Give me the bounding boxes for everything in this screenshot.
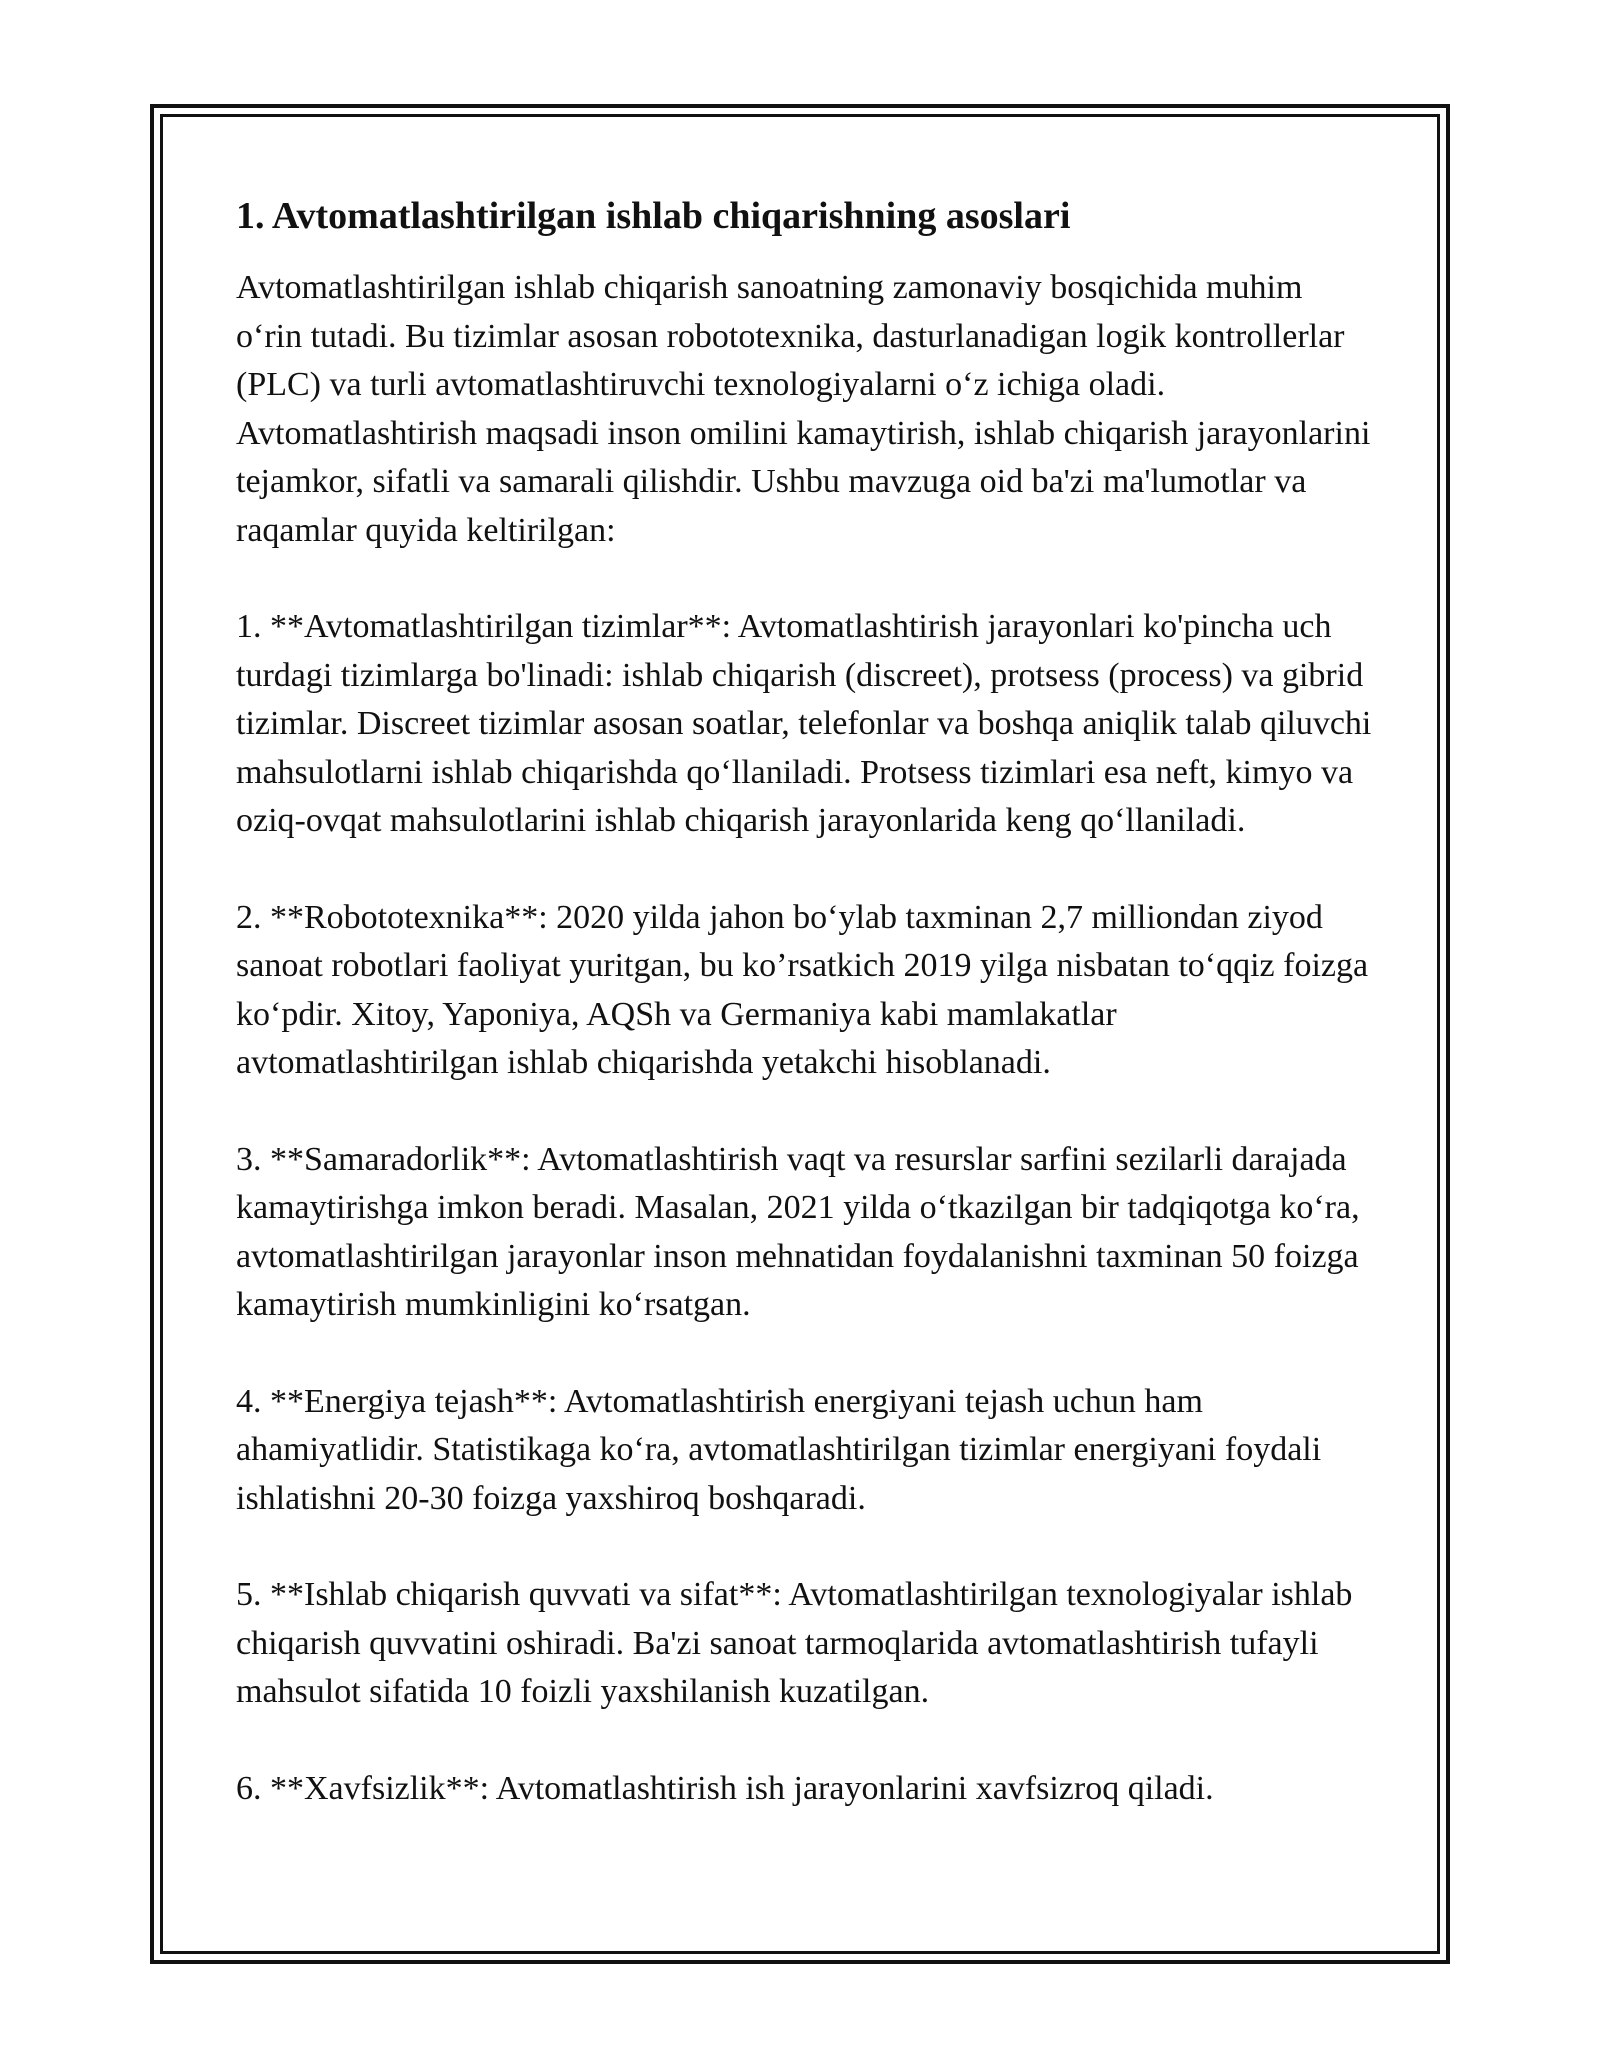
section-heading: 1. Avtomatlashtirilgan ishlab chiqarishning asoslari bbox=[236, 195, 1071, 237]
document-body bbox=[236, 190, 1376, 1813]
list-item-safety: 6. **Xavfsizlik**: Avtomatlashtirish ish jarayonlarini xavfsizroq qiladi. bbox=[236, 1769, 1214, 1807]
list-item-energy-saving: 4. **Energiya tejash**: Avtomatlashtirish energiyani tejash uchun ham ahamiyatlidir. Statistikaga ko‘ra, avtomatlashtirilgan tizimlar energiyani foydali ishlatishni 20-30 foizga yaxshiroq boshqaradi. bbox=[236, 1382, 1322, 1517]
list-item-efficiency: 3. **Samaradorlik**: Avtomatlashtirish vaqt va resurslar sarfini sezilarli darajada kamaytirishga imkon beradi. Masalan, 2021 yilda o‘tkazilgan bir tadqiqotga ko‘ra, avtomatlashtirilgan jarayonlar inson mehnatidan foydalanishni taxminan 50 foizga kamaytirish mumkinligini ko‘rsatgan. bbox=[236, 1140, 1360, 1323]
intro-paragraph: Avtomatlashtirilgan ishlab chiqarish sanoatning zamonaviy bosqichida muhim o‘rin tutadi. Bu tizimlar asosan robototexnika, dasturlanadigan logik kontrollerlar (PLC) va turli avtomatlashtiruvchi texnologiyalarni o‘z ichiga oladi. Avtomatlashtirish maqsadi inson omilini kamaytirish, ishlab chiqarish jarayonlarini tejamkor, sifatli va samarali qilishdir. Ushbu mavzuga oid ba'zi ma'lumotlar va raqamlar quyida keltirilgan: bbox=[236, 269, 1371, 549]
list-item-capacity-quality: 5. **Ishlab chiqarish quvvati va sifat**: Avtomatlashtirilgan texnologiyalar ishlab chiqarish quvvatini oshiradi. Ba'zi sanoat tarmoqlarida avtomatlashtirish tufayli mahsulot sifatida 10 foizli yaxshilanish kuzatilgan. bbox=[236, 1576, 1353, 1710]
list-item-automated-systems: 1. **Avtomatlashtirilgan tizimlar**: Avtomatlashtirish jarayonlari ko'pincha uch turdagi tizimlarga bo'linadi: ishlab chiqarish (discreet), protsess (process) va gibrid tizimlar. Discreet tizimlar asosan soatlar, telefonlar va boshqa aniqlik talab qiluvchi mahsulotlarni ishlab chiqarishda qo‘llaniladi. Protsess tizimlari esa neft, kimyo va oziq-ovqat mahsulotlarini ishlab chiqarish jarayonlarida keng qo‘llaniladi. bbox=[236, 608, 1372, 839]
list-item-robotics: 2. **Robototexnika**: 2020 yilda jahon bo‘ylab taxminan 2,7 milliondan ziyod sanoat robotlari faoliyat yuritgan, bu ko’rsatkich 2019 yilga nisbatan to‘qqiz foizga ko‘pdir. Xitoy, Yaponiya, AQSh va Germaniya kabi mamlakatlar avtomatlashtirilgan ishlab chiqarishda yetakchi hisoblanadi. bbox=[236, 898, 1369, 1081]
